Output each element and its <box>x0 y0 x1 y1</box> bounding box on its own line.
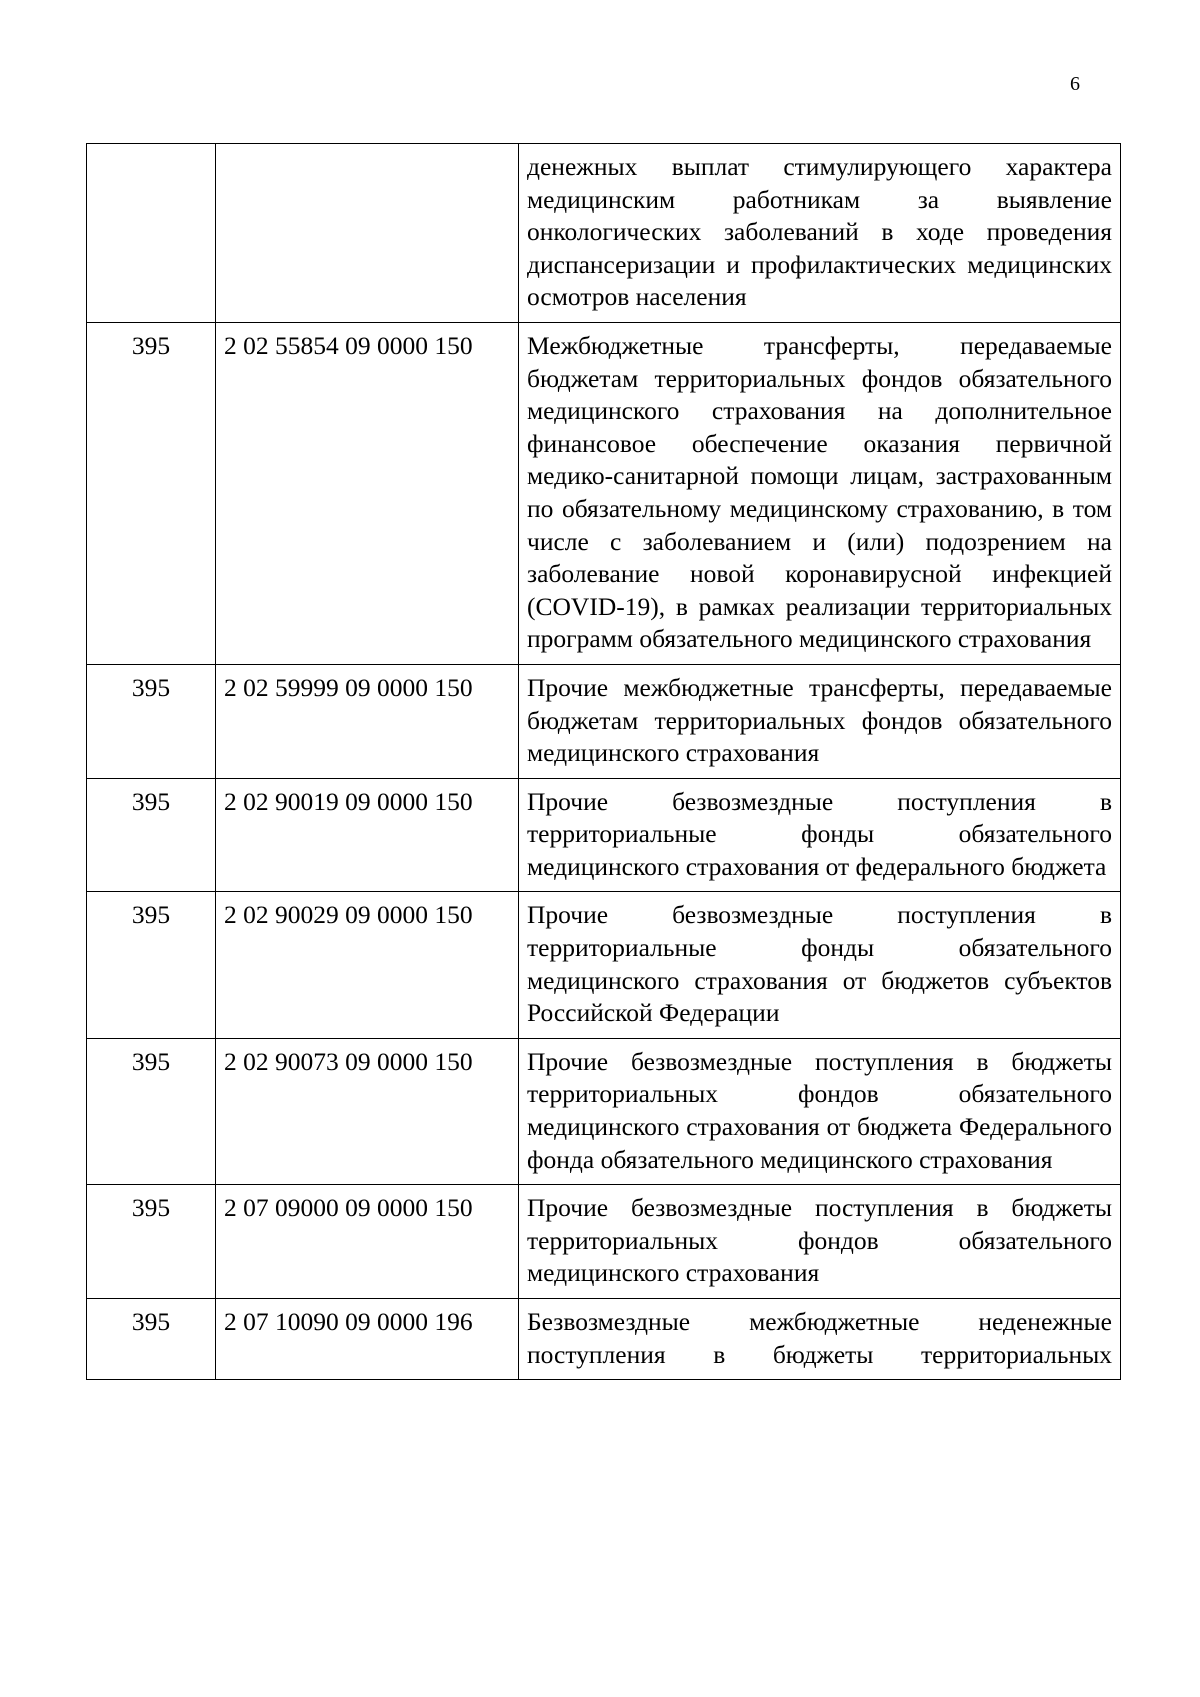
table-row <box>87 892 1121 1038</box>
table-row <box>87 664 1121 778</box>
table-row <box>87 144 1121 323</box>
budget-code-cell: 2 07 09000 09 0000 150 <box>216 1185 519 1299</box>
budget-code-cell <box>216 144 519 323</box>
table-row <box>87 1038 1121 1184</box>
budget-code-cell: 2 02 90073 09 0000 150 <box>216 1038 519 1184</box>
admin-code-cell: 395 <box>87 664 216 778</box>
budget-code-cell: 2 07 10090 09 0000 196 <box>216 1299 519 1380</box>
table-row <box>87 1299 1121 1380</box>
table-row <box>87 322 1121 664</box>
admin-code-cell: 395 <box>87 322 216 664</box>
budget-classification-table <box>86 143 1121 1380</box>
revenue-name-cell: Прочие безвозмездные поступления в территориальные фонды обязательного медицинского страхования от федерального бюджета <box>519 778 1121 892</box>
page-number: 6 <box>1070 73 1080 95</box>
admin-code-cell: 395 <box>87 1185 216 1299</box>
revenue-name-cell: денежных выплат стимулирующего характера медицинским работникам за выявление онкологических заболеваний в ходе проведения диспансеризации и профилактических медицинских осмотров населения <box>519 144 1121 323</box>
admin-code-cell: 395 <box>87 1038 216 1184</box>
revenue-name-cell: Безвозмездные межбюджетные неденежные поступления в бюджеты территориальных <box>519 1299 1121 1380</box>
table-row <box>87 1185 1121 1299</box>
admin-code-cell: 395 <box>87 778 216 892</box>
revenue-name-cell: Межбюджетные трансферты, передаваемые бюджетам территориальных фондов обязательного медицинского страхования на дополнительное финансовое обеспечение оказания первичной медико-санитарной помощи лицам, застрахованным по обязательному медицинскому страхованию, в том числе с заболеванием и (или) подозрением на заболевание новой коронавирусной инфекцией (COVID-19), в рамках реализации территориальных программ обязательного медицинского страхования <box>519 322 1121 664</box>
admin-code-cell <box>87 144 216 323</box>
admin-code-cell: 395 <box>87 892 216 1038</box>
budget-code-cell: 2 02 90019 09 0000 150 <box>216 778 519 892</box>
revenue-name-cell: Прочие безвозмездные поступления в бюджеты территориальных фондов обязательного медицинского страхования <box>519 1185 1121 1299</box>
table-row <box>87 778 1121 892</box>
revenue-name-cell: Прочие безвозмездные поступления в территориальные фонды обязательного медицинского страхования от бюджетов субъектов Российской Федерации <box>519 892 1121 1038</box>
budget-code-cell: 2 02 59999 09 0000 150 <box>216 664 519 778</box>
admin-code-cell: 395 <box>87 1299 216 1380</box>
budget-code-cell: 2 02 55854 09 0000 150 <box>216 322 519 664</box>
revenue-name-cell: Прочие межбюджетные трансферты, передаваемые бюджетам территориальных фондов обязательного медицинского страхования <box>519 664 1121 778</box>
revenue-name-cell: Прочие безвозмездные поступления в бюджеты территориальных фондов обязательного медицинского страхования от бюджета Федерального фонда обязательного медицинского страхования <box>519 1038 1121 1184</box>
budget-code-cell: 2 02 90029 09 0000 150 <box>216 892 519 1038</box>
